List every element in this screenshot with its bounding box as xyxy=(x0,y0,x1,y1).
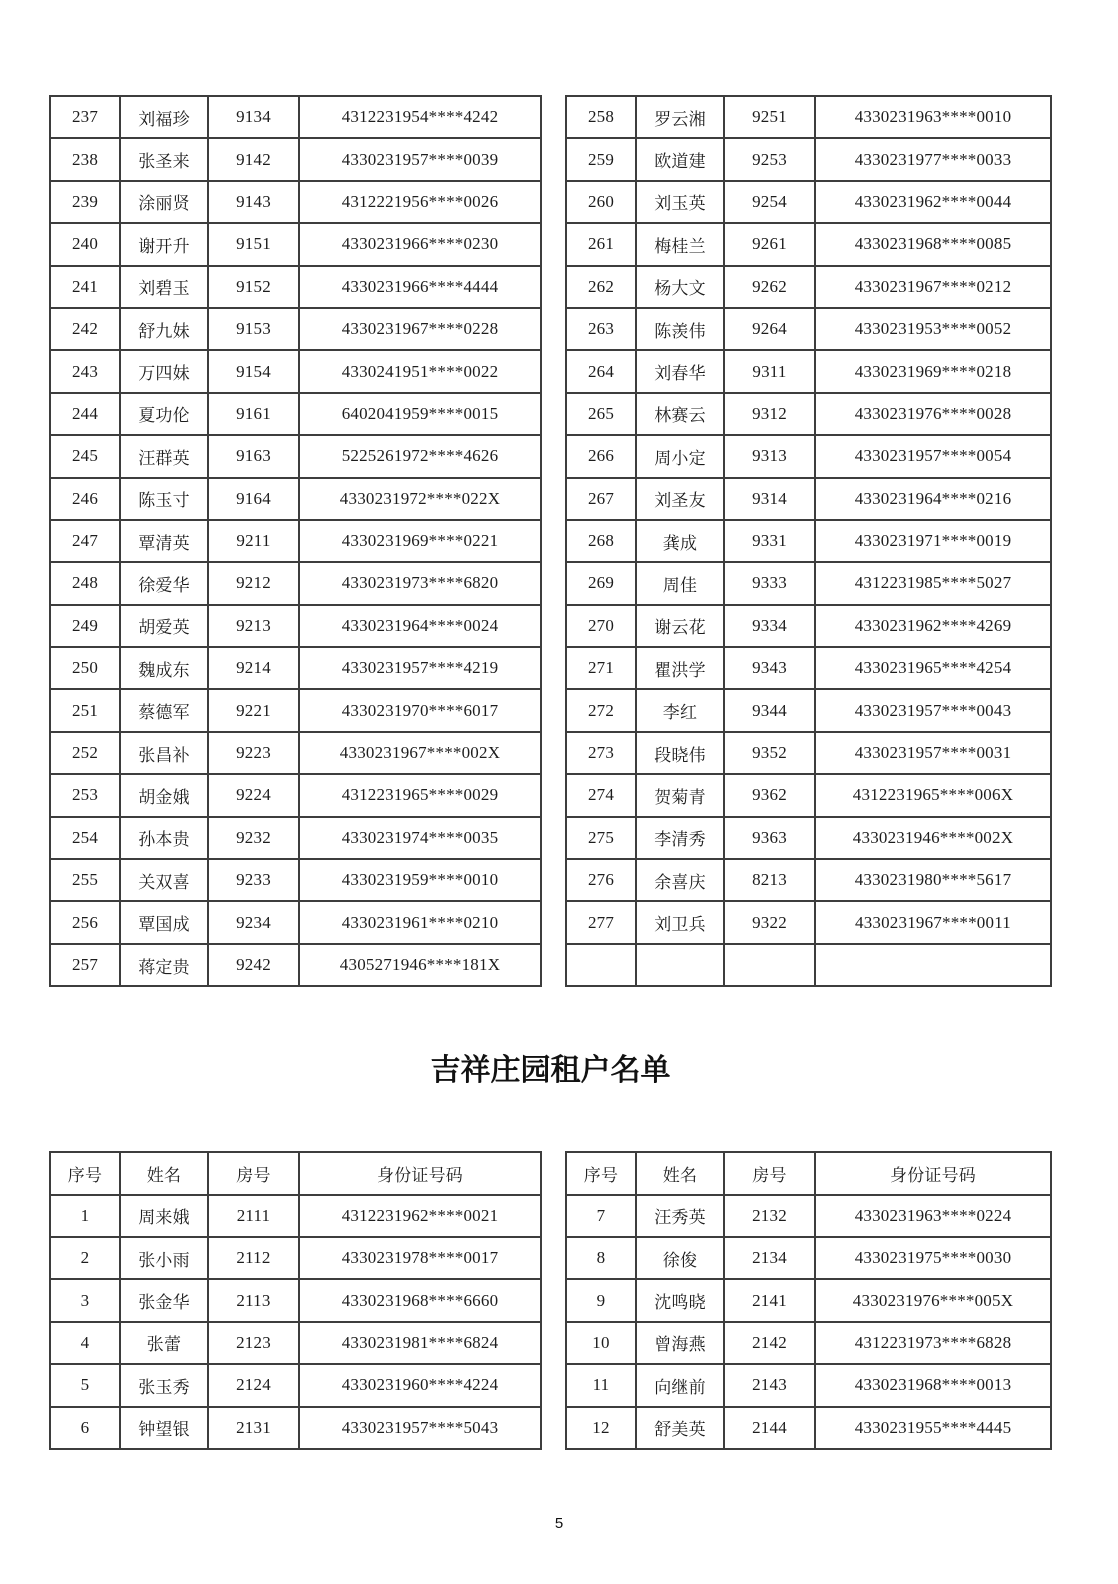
table-row xyxy=(50,1279,541,1321)
table-row xyxy=(50,223,541,265)
table-cell: 268 xyxy=(566,520,636,562)
table-cell: 9212 xyxy=(208,562,299,604)
table-row xyxy=(566,223,1051,265)
tenant-table-bottom-right xyxy=(565,1151,1052,1450)
table-cell: 4330231968****6660 xyxy=(299,1279,541,1321)
table-row xyxy=(566,1322,1051,1364)
table-cell: 4312231965****006X xyxy=(815,774,1051,816)
table-cell: 2134 xyxy=(724,1237,815,1279)
table-cell: 245 xyxy=(50,435,120,477)
table-cell: 9352 xyxy=(724,732,815,774)
table-cell: 259 xyxy=(566,138,636,180)
table-row xyxy=(566,562,1051,604)
roster-continuation-section xyxy=(49,95,1052,987)
table-row xyxy=(50,774,541,816)
jixiang-roster-section xyxy=(49,1151,1052,1450)
table-row xyxy=(50,647,541,689)
table-cell: 9223 xyxy=(208,732,299,774)
table-cell: 4330231957****4219 xyxy=(299,647,541,689)
table-cell: 9362 xyxy=(724,774,815,816)
table-cell: 舒九妹 xyxy=(120,308,208,350)
table-cell: 徐俊 xyxy=(636,1237,724,1279)
table-row xyxy=(566,1407,1051,1449)
table-cell: 4330231967****002X xyxy=(299,732,541,774)
table-cell: 5 xyxy=(50,1364,120,1406)
table-cell: 万四妹 xyxy=(120,350,208,392)
table-cell: 覃国成 xyxy=(120,901,208,943)
table-cell: 李红 xyxy=(636,689,724,731)
table-row xyxy=(50,562,541,604)
table-cell: 8 xyxy=(566,1237,636,1279)
table-cell: 11 xyxy=(566,1364,636,1406)
table-row xyxy=(566,774,1051,816)
table-cell: 9214 xyxy=(208,647,299,689)
table-cell: 9254 xyxy=(724,181,815,223)
column-header-serial: 序号 xyxy=(50,1152,120,1194)
table-cell: 9363 xyxy=(724,817,815,859)
table-cell: 240 xyxy=(50,223,120,265)
table-cell: 6402041959****0015 xyxy=(299,393,541,435)
table-cell: 2132 xyxy=(724,1195,815,1237)
table-cell: 2113 xyxy=(208,1279,299,1321)
table-row xyxy=(566,435,1051,477)
table-cell: 9344 xyxy=(724,689,815,731)
table-cell: 9264 xyxy=(724,308,815,350)
table-cell: 8213 xyxy=(724,859,815,901)
table-cell: 涂丽贤 xyxy=(120,181,208,223)
table-cell: 9134 xyxy=(208,96,299,138)
table-cell: 239 xyxy=(50,181,120,223)
table-cell: 4330231969****0218 xyxy=(815,350,1051,392)
table-row xyxy=(566,1364,1051,1406)
section-title: 吉祥庄园租户名单 xyxy=(430,1054,671,1088)
table-cell: 3 xyxy=(50,1279,120,1321)
table-cell: 260 xyxy=(566,181,636,223)
table-cell: 9333 xyxy=(724,562,815,604)
table-cell: 9343 xyxy=(724,647,815,689)
table-cell: 267 xyxy=(566,478,636,520)
table-cell: 刘福珍 xyxy=(120,96,208,138)
table-cell: 梅桂兰 xyxy=(636,223,724,265)
table-cell xyxy=(815,944,1051,986)
table-cell: 4330231957****0043 xyxy=(815,689,1051,731)
table-row xyxy=(50,181,541,223)
table-cell: 夏功伦 xyxy=(120,393,208,435)
table-row xyxy=(50,96,541,138)
table-cell: 263 xyxy=(566,308,636,350)
table-cell: 4330231959****0010 xyxy=(299,859,541,901)
table-cell: 4330231962****0044 xyxy=(815,181,1051,223)
table-cell: 覃清英 xyxy=(120,520,208,562)
table-cell: 徐爱华 xyxy=(120,562,208,604)
table-cell: 9161 xyxy=(208,393,299,435)
table-row xyxy=(50,138,541,180)
column-header-name: 姓名 xyxy=(636,1152,724,1194)
table-cell: 魏成东 xyxy=(120,647,208,689)
table-cell: 张蕾 xyxy=(120,1322,208,1364)
table-row xyxy=(50,435,541,477)
header-row xyxy=(50,1152,541,1194)
table-cell: 舒美英 xyxy=(636,1407,724,1449)
table-cell: 4330231964****0024 xyxy=(299,605,541,647)
table-cell: 4330231975****0030 xyxy=(815,1237,1051,1279)
table-cell: 4330231968****0085 xyxy=(815,223,1051,265)
table-cell: 2144 xyxy=(724,1407,815,1449)
column-header-id: 身份证号码 xyxy=(815,1152,1051,1194)
table-cell: 9224 xyxy=(208,774,299,816)
table-cell: 276 xyxy=(566,859,636,901)
table-cell: 4330231946****002X xyxy=(815,817,1051,859)
table-cell: 4330231976****0028 xyxy=(815,393,1051,435)
table-cell: 蒋定贵 xyxy=(120,944,208,986)
table-cell: 9164 xyxy=(208,478,299,520)
table-cell: 罗云湘 xyxy=(636,96,724,138)
table-cell: 254 xyxy=(50,817,120,859)
table-cell: 张金华 xyxy=(120,1279,208,1321)
table-row xyxy=(50,1364,541,1406)
table-row xyxy=(566,689,1051,731)
table-cell: 4330231967****0212 xyxy=(815,266,1051,308)
table-cell: 张圣来 xyxy=(120,138,208,180)
table-cell: 4312221956****0026 xyxy=(299,181,541,223)
table-cell: 9312 xyxy=(724,393,815,435)
table-cell: 9221 xyxy=(208,689,299,731)
table-cell: 257 xyxy=(50,944,120,986)
table-cell: 252 xyxy=(50,732,120,774)
table-row xyxy=(50,944,541,986)
table-cell: 4330231963****0224 xyxy=(815,1195,1051,1237)
table-cell: 2131 xyxy=(208,1407,299,1449)
table-cell: 9163 xyxy=(208,435,299,477)
table-cell: 汪群英 xyxy=(120,435,208,477)
table-row xyxy=(50,817,541,859)
table-cell: 刘春华 xyxy=(636,350,724,392)
table-cell: 4330231963****0010 xyxy=(815,96,1051,138)
table-cell: 瞿洪学 xyxy=(636,647,724,689)
table-row xyxy=(50,1322,541,1364)
table-cell: 9143 xyxy=(208,181,299,223)
table-cell: 陈玉寸 xyxy=(120,478,208,520)
table-cell: 275 xyxy=(566,817,636,859)
table-cell: 9251 xyxy=(724,96,815,138)
table-cell: 段晓伟 xyxy=(636,732,724,774)
table-row xyxy=(566,605,1051,647)
table-cell: 龚成 xyxy=(636,520,724,562)
table-cell: 261 xyxy=(566,223,636,265)
table-cell: 4330231965****4254 xyxy=(815,647,1051,689)
table-cell: 241 xyxy=(50,266,120,308)
table-cell: 9331 xyxy=(724,520,815,562)
table-cell: 258 xyxy=(566,96,636,138)
table-row xyxy=(566,817,1051,859)
column-header-serial: 序号 xyxy=(566,1152,636,1194)
table-cell: 247 xyxy=(50,520,120,562)
table-cell: 9314 xyxy=(724,478,815,520)
table-cell: 9213 xyxy=(208,605,299,647)
table-cell: 9154 xyxy=(208,350,299,392)
table-row xyxy=(50,1195,541,1237)
table-cell: 2143 xyxy=(724,1364,815,1406)
page-number: 5 xyxy=(554,1515,564,1532)
table-cell: 张小雨 xyxy=(120,1237,208,1279)
table-cell: 250 xyxy=(50,647,120,689)
table-cell: 4330231973****6820 xyxy=(299,562,541,604)
table-cell: 271 xyxy=(566,647,636,689)
table-cell: 4330231967****0011 xyxy=(815,901,1051,943)
table-cell: 5225261972****4626 xyxy=(299,435,541,477)
table-cell: 4330231980****5617 xyxy=(815,859,1051,901)
table-cell: 4312231962****0021 xyxy=(299,1195,541,1237)
table-cell: 李清秀 xyxy=(636,817,724,859)
table-cell: 张玉秀 xyxy=(120,1364,208,1406)
tenant-table-top-right xyxy=(565,95,1052,987)
table-cell: 9262 xyxy=(724,266,815,308)
table-cell: 270 xyxy=(566,605,636,647)
table-cell: 9253 xyxy=(724,138,815,180)
column-header-room: 房号 xyxy=(724,1152,815,1194)
table-cell: 265 xyxy=(566,393,636,435)
table-cell: 9233 xyxy=(208,859,299,901)
tenant-table-top-left xyxy=(49,95,542,987)
table-cell: 9313 xyxy=(724,435,815,477)
table-row xyxy=(50,478,541,520)
table-cell: 264 xyxy=(566,350,636,392)
table-cell: 4330231968****0013 xyxy=(815,1364,1051,1406)
table-cell: 2124 xyxy=(208,1364,299,1406)
table-cell: 4305271946****181X xyxy=(299,944,541,986)
table-row xyxy=(566,308,1051,350)
column-header-name: 姓名 xyxy=(120,1152,208,1194)
table-cell: 4330231964****0216 xyxy=(815,478,1051,520)
table-cell: 4330231957****0031 xyxy=(815,732,1051,774)
table-row xyxy=(50,308,541,350)
table-row xyxy=(50,605,541,647)
table-cell: 4330231974****0035 xyxy=(299,817,541,859)
table-row xyxy=(50,350,541,392)
table-row xyxy=(566,393,1051,435)
table-cell: 269 xyxy=(566,562,636,604)
table-cell: 张昌补 xyxy=(120,732,208,774)
table-cell: 4 xyxy=(50,1322,120,1364)
table-cell: 2123 xyxy=(208,1322,299,1364)
table-row xyxy=(50,1237,541,1279)
table-cell: 4330231957****0039 xyxy=(299,138,541,180)
table-cell: 沈鸣晓 xyxy=(636,1279,724,1321)
column-header-id: 身份证号码 xyxy=(299,1152,541,1194)
table-cell: 谢开升 xyxy=(120,223,208,265)
table-cell: 6 xyxy=(50,1407,120,1449)
table-cell: 2 xyxy=(50,1237,120,1279)
table-cell: 欧道建 xyxy=(636,138,724,180)
table-cell: 4312231973****6828 xyxy=(815,1322,1051,1364)
table-cell: 243 xyxy=(50,350,120,392)
table-cell: 238 xyxy=(50,138,120,180)
table-cell: 余喜庆 xyxy=(636,859,724,901)
table-row xyxy=(50,1407,541,1449)
table-row xyxy=(566,901,1051,943)
table-cell: 7 xyxy=(566,1195,636,1237)
table-cell: 9151 xyxy=(208,223,299,265)
table-cell: 4330231966****0230 xyxy=(299,223,541,265)
table-cell: 9311 xyxy=(724,350,815,392)
table-cell: 10 xyxy=(566,1322,636,1364)
table-cell: 林赛云 xyxy=(636,393,724,435)
table-cell: 2112 xyxy=(208,1237,299,1279)
table-cell: 刘圣友 xyxy=(636,478,724,520)
table-cell: 244 xyxy=(50,393,120,435)
column-header-room: 房号 xyxy=(208,1152,299,1194)
table-row xyxy=(566,96,1051,138)
table-cell: 9322 xyxy=(724,901,815,943)
table-row xyxy=(50,859,541,901)
table-cell: 249 xyxy=(50,605,120,647)
table-cell: 4330231977****0033 xyxy=(815,138,1051,180)
table-cell: 2141 xyxy=(724,1279,815,1321)
table-row xyxy=(566,1237,1051,1279)
table-row xyxy=(50,520,541,562)
table-cell: 4312231954****4242 xyxy=(299,96,541,138)
table-cell: 274 xyxy=(566,774,636,816)
table-cell: 曾海燕 xyxy=(636,1322,724,1364)
header-row xyxy=(566,1152,1051,1194)
table-cell: 贺菊青 xyxy=(636,774,724,816)
table-cell: 4330231957****0054 xyxy=(815,435,1051,477)
table-cell: 255 xyxy=(50,859,120,901)
table-cell: 4330231960****4224 xyxy=(299,1364,541,1406)
table-cell: 陈羡伟 xyxy=(636,308,724,350)
table-row xyxy=(566,350,1051,392)
table-cell: 9211 xyxy=(208,520,299,562)
table-cell: 4330231966****4444 xyxy=(299,266,541,308)
table-cell: 272 xyxy=(566,689,636,731)
table-cell: 4312231965****0029 xyxy=(299,774,541,816)
table-cell: 谢云花 xyxy=(636,605,724,647)
table-cell: 9142 xyxy=(208,138,299,180)
table-cell: 9261 xyxy=(724,223,815,265)
table-cell: 4330231970****6017 xyxy=(299,689,541,731)
table-cell: 248 xyxy=(50,562,120,604)
table-cell: 277 xyxy=(566,901,636,943)
table-cell: 9232 xyxy=(208,817,299,859)
table-cell: 9152 xyxy=(208,266,299,308)
table-cell: 242 xyxy=(50,308,120,350)
table-row xyxy=(566,181,1051,223)
table-cell: 2142 xyxy=(724,1322,815,1364)
table-row xyxy=(566,859,1051,901)
table-cell: 刘碧玉 xyxy=(120,266,208,308)
table-cell: 周小定 xyxy=(636,435,724,477)
table-cell: 4330231953****0052 xyxy=(815,308,1051,350)
table-cell: 253 xyxy=(50,774,120,816)
table-cell: 251 xyxy=(50,689,120,731)
table-row xyxy=(566,647,1051,689)
table-cell: 周佳 xyxy=(636,562,724,604)
table-cell xyxy=(724,944,815,986)
table-cell: 9234 xyxy=(208,901,299,943)
table-cell: 关双喜 xyxy=(120,859,208,901)
table-cell: 4330231957****5043 xyxy=(299,1407,541,1449)
table-cell: 9153 xyxy=(208,308,299,350)
table-cell: 刘卫兵 xyxy=(636,901,724,943)
table-row xyxy=(50,393,541,435)
tenant-table-bottom-left xyxy=(49,1151,542,1450)
table-cell: 256 xyxy=(50,901,120,943)
table-row xyxy=(566,520,1051,562)
table-cell xyxy=(566,944,636,986)
table-cell: 9334 xyxy=(724,605,815,647)
table-row xyxy=(50,266,541,308)
table-cell: 蔡德军 xyxy=(120,689,208,731)
table-cell: 273 xyxy=(566,732,636,774)
table-cell: 9242 xyxy=(208,944,299,986)
table-row xyxy=(566,138,1051,180)
table-cell xyxy=(636,944,724,986)
table-cell: 262 xyxy=(566,266,636,308)
table-row xyxy=(50,689,541,731)
table-cell: 4330231971****0019 xyxy=(815,520,1051,562)
table-cell: 刘玉英 xyxy=(636,181,724,223)
table-row xyxy=(566,266,1051,308)
table-cell: 4330231981****6824 xyxy=(299,1322,541,1364)
table-cell: 向继前 xyxy=(636,1364,724,1406)
table-cell: 4330231962****4269 xyxy=(815,605,1051,647)
table-cell: 钟望银 xyxy=(120,1407,208,1449)
table-cell: 4330231955****4445 xyxy=(815,1407,1051,1449)
table-row xyxy=(566,1279,1051,1321)
table-cell: 1 xyxy=(50,1195,120,1237)
table-cell: 孙本贵 xyxy=(120,817,208,859)
table-cell: 9 xyxy=(566,1279,636,1321)
table-cell: 12 xyxy=(566,1407,636,1449)
table-cell: 4330231976****005X xyxy=(815,1279,1051,1321)
table-row xyxy=(50,732,541,774)
table-cell: 4330231961****0210 xyxy=(299,901,541,943)
table-cell: 4330231969****0221 xyxy=(299,520,541,562)
table-row xyxy=(566,732,1051,774)
table-cell: 2111 xyxy=(208,1195,299,1237)
table-cell: 246 xyxy=(50,478,120,520)
table-row xyxy=(566,944,1051,986)
table-row xyxy=(566,1195,1051,1237)
table-cell: 4330231978****0017 xyxy=(299,1237,541,1279)
table-cell: 4312231985****5027 xyxy=(815,562,1051,604)
table-cell: 4330241951****0022 xyxy=(299,350,541,392)
table-cell: 266 xyxy=(566,435,636,477)
table-cell: 237 xyxy=(50,96,120,138)
table-cell: 4330231967****0228 xyxy=(299,308,541,350)
table-cell: 杨大文 xyxy=(636,266,724,308)
table-row xyxy=(566,478,1051,520)
table-cell: 胡金娥 xyxy=(120,774,208,816)
table-cell: 胡爱英 xyxy=(120,605,208,647)
table-cell: 周来娥 xyxy=(120,1195,208,1237)
table-cell: 4330231972****022X xyxy=(299,478,541,520)
table-row xyxy=(50,901,541,943)
table-cell: 汪秀英 xyxy=(636,1195,724,1237)
